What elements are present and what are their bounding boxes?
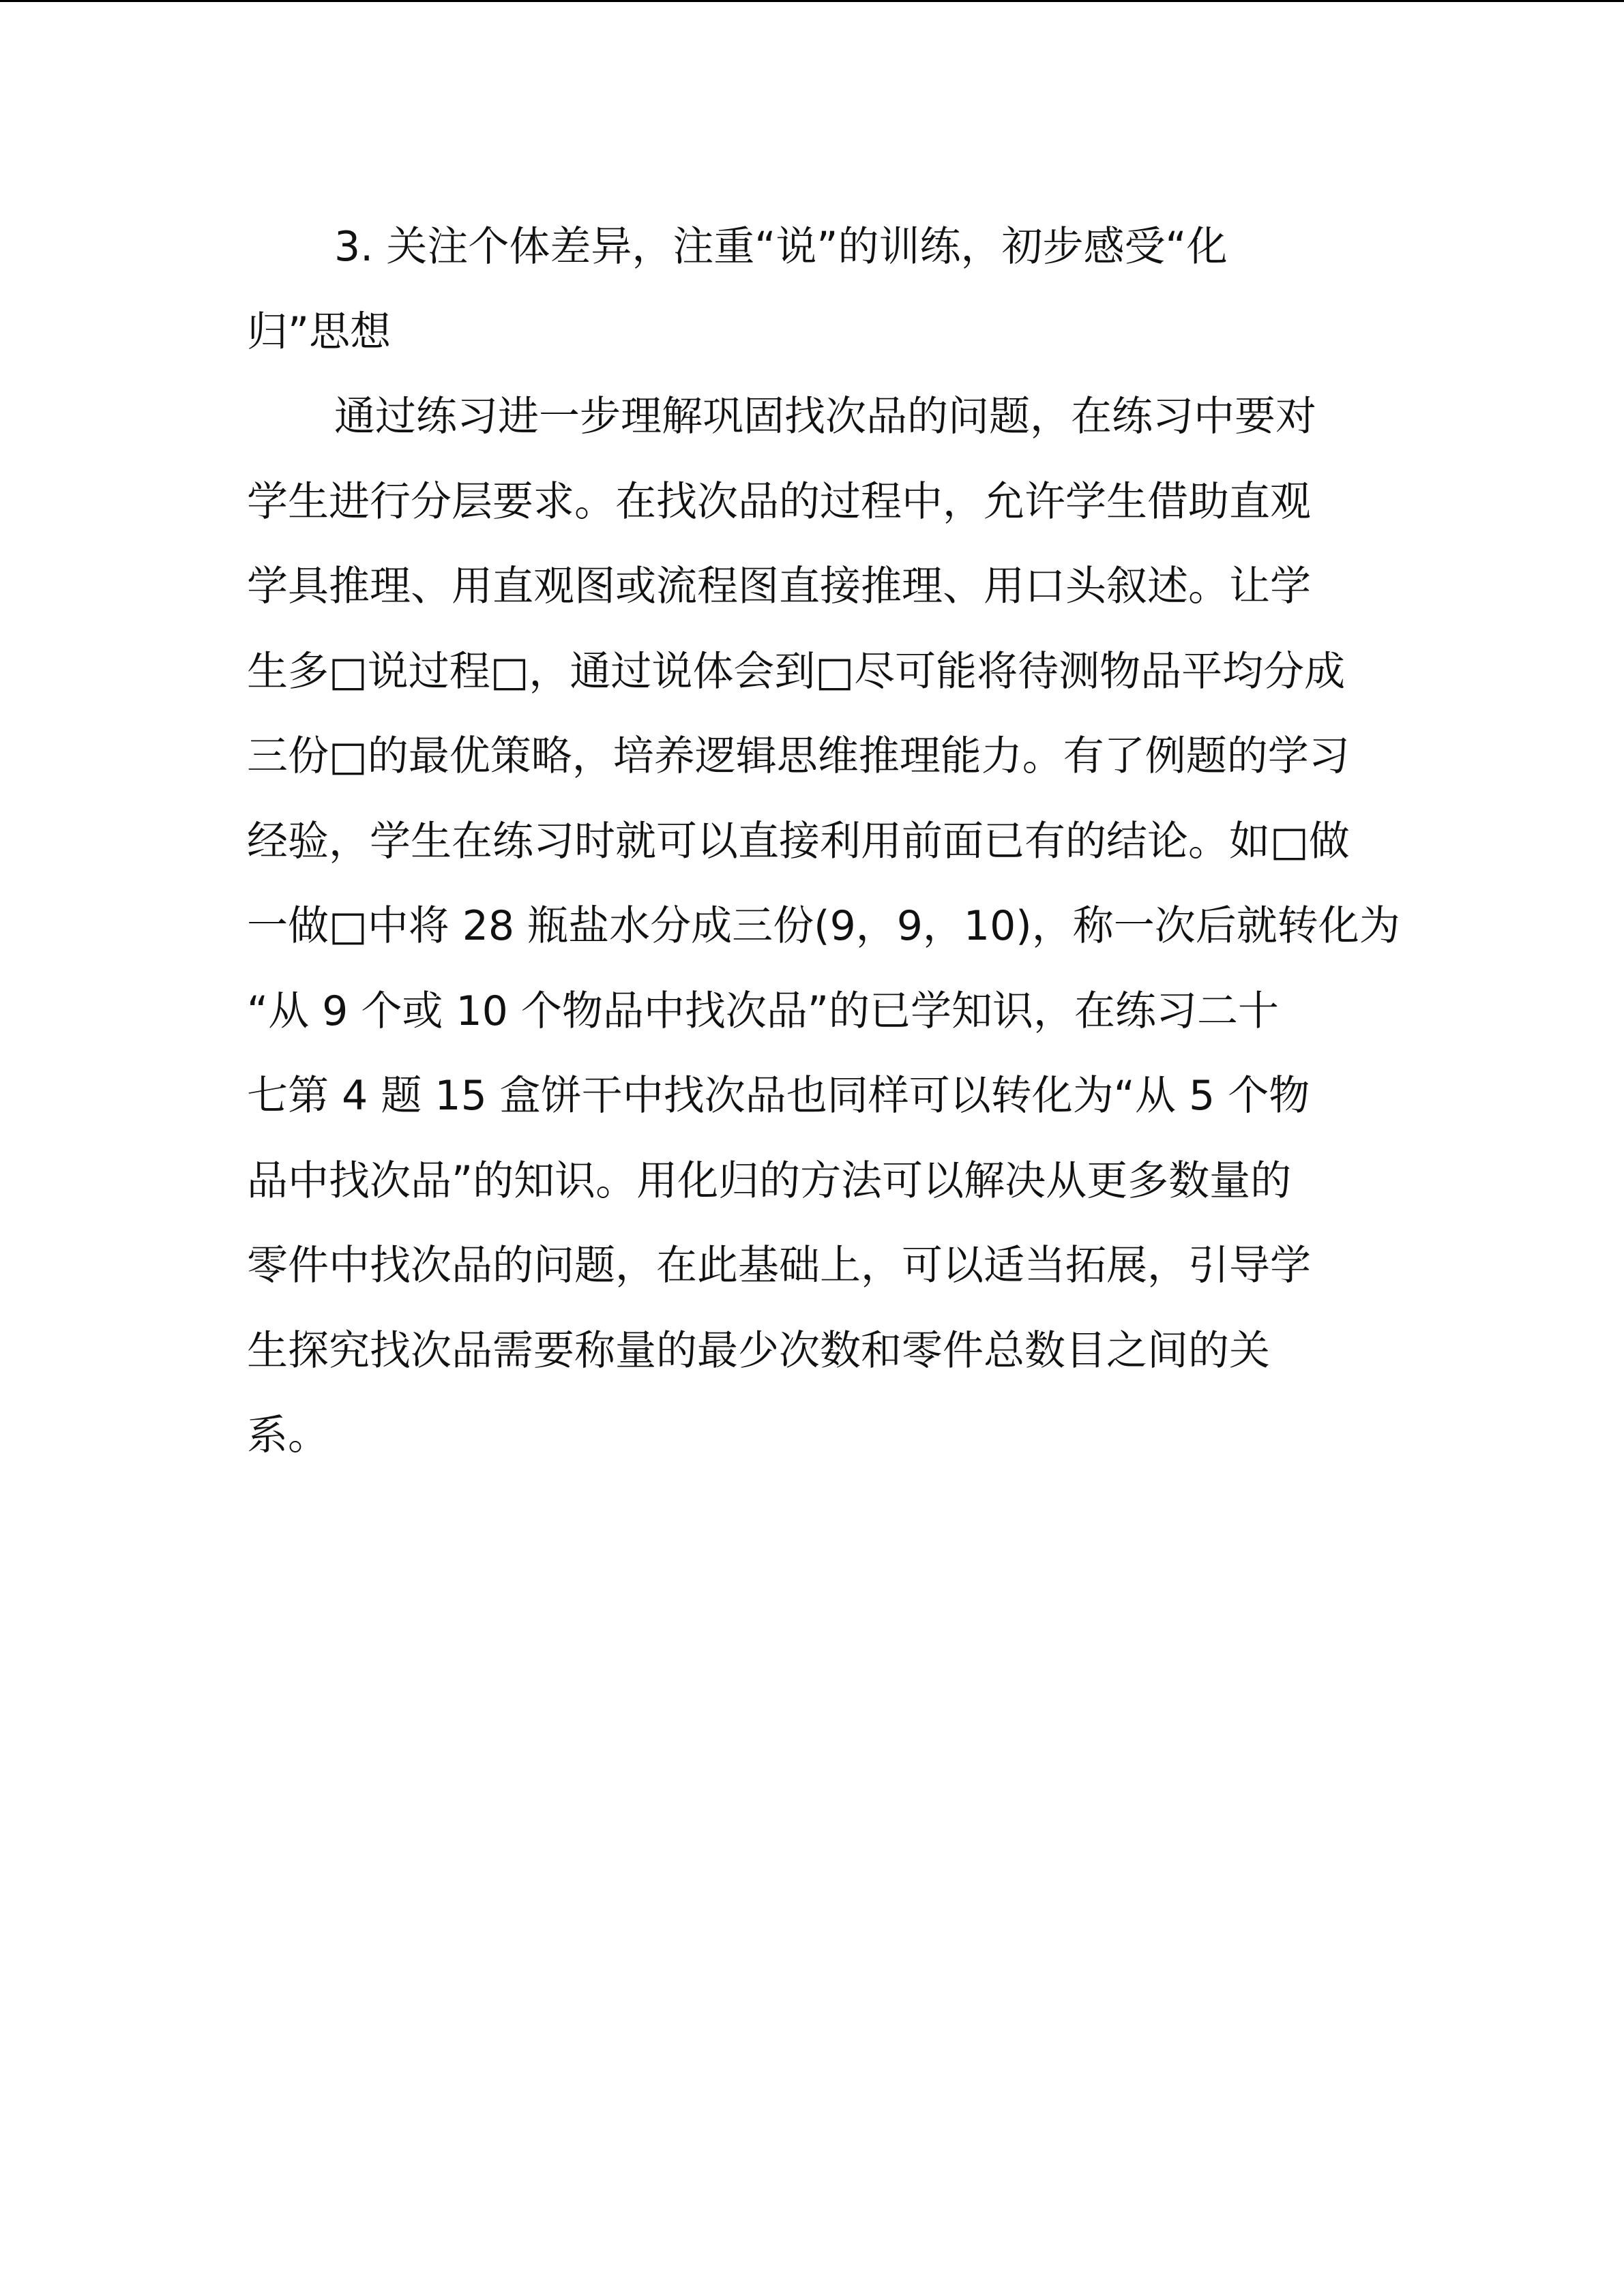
paragraph-line: 学具推理、用直观图或流程图直接推理、用口头叙述。让学 [247,563,1311,610]
paragraph-line: 学生进行分层要求。在找次品的过程中，允许学生借助直观 [247,477,1311,526]
section-heading-line: 归”思想 [247,308,392,356]
paragraph-line: 七第 4 题 15 盒饼干中找次品也同样可以转化为“从 5 个物 [247,1072,1310,1120]
paragraph-line: 系。 [247,1412,329,1459]
paragraph-line: 品中找次品”的知识。用化归的方法可以解决从更多数量的 [247,1157,1292,1205]
paragraph-line: 零件中找次品的问题，在此基础上，可以适当拓展，引导学 [247,1242,1311,1289]
paragraph-line: 经验，学生在练习时就可以直接利用前面已有的结论。如□做 [247,817,1350,865]
paragraph-line: 一做□中将 28 瓶盐水分成三份(9，9，10)，称一次后就转化为 [247,902,1400,950]
paragraph-line: 通过练习进一步理解巩固找次品的问题，在练习中要对 [334,393,1316,441]
document-page [247,205,1400,1478]
paragraph-line: “从 9 个或 10 个物品中找次品”的已学知识，在练习二十 [247,987,1279,1035]
page-top-border [0,0,1624,2]
paragraph-line: 生多□说过程□，通过说体会到□尽可能将待测物品平均分成 [247,647,1346,696]
section-heading-line: 3. 关注个体差异，注重“说”的训练，初步感受“化 [334,223,1228,271]
paragraph-line: 生探究找次品需要称量的最少次数和零件总数目之间的关 [247,1326,1270,1375]
paragraph-line: 三份□的最优策略，培养逻辑思维推理能力。有了例题的学习 [247,732,1350,780]
